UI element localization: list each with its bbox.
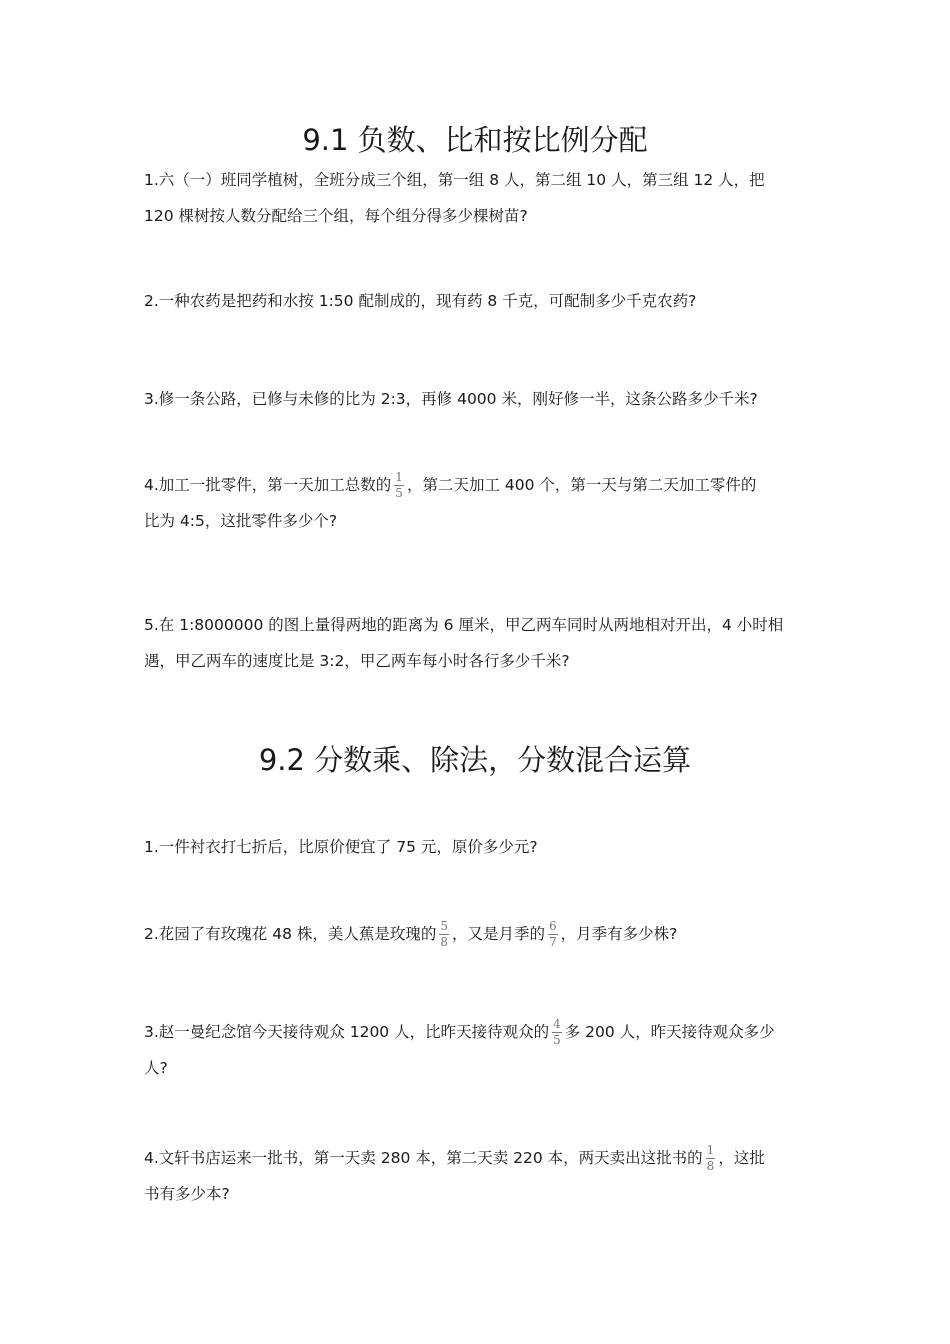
question-text: 多 200 人，昨天接待观众多少 (564, 1023, 775, 1041)
question-line: 书有多少本? (144, 1185, 230, 1203)
fraction-denominator: 8 (440, 935, 449, 949)
fraction-denominator: 5 (395, 486, 403, 500)
question-line: 人? (144, 1059, 168, 1077)
question-9-2-1 (144, 829, 810, 865)
fraction-numerator: 6 (549, 919, 557, 933)
question-9-2-4 (144, 1140, 810, 1212)
fraction-denominator: 7 (549, 935, 557, 949)
question-text: ，这批 (718, 1149, 765, 1167)
fraction (394, 470, 404, 501)
question-text: ，月季有多少株? (560, 925, 678, 943)
question-text: 3.赵一曼纪念馆今天接待观众 1200 人，比昨天接待观众的 (144, 1023, 550, 1041)
question-text: 2.花园了有玫瑰花 48 株，美人蕉是玫瑰的 (144, 925, 437, 943)
fraction-numerator: 5 (440, 919, 449, 933)
question-text: ，第二天加工 400 个，第一天与第二天加工零件的 (406, 476, 757, 494)
question-line (144, 916, 810, 952)
question-line: 遇，甲乙两车的速度比是 3:2，甲乙两车每小时各行多少千米? (144, 652, 570, 670)
question-text: 4.文轩书店运来一批书，第一天卖 280 本，第二天卖 220 本，两天卖出这批书的 (144, 1149, 703, 1167)
question-text: 4.加工一批零件，第一天加工总数的 (144, 476, 392, 494)
question-line: 比为 4:5，这批零件多少个? (144, 512, 338, 530)
question-line (144, 467, 810, 503)
fraction-denominator: 8 (706, 1159, 715, 1173)
fraction-numerator: 4 (553, 1017, 561, 1031)
question-line: 120 棵树按人数分配给三个组，每个组分得多少棵树苗? (144, 207, 528, 225)
question-line: 2.一种农药是把药和水按 1:50 配制成的，现有药 8 千克，可配制多少千克农药? (144, 292, 697, 310)
fraction-numerator: 1 (706, 1143, 715, 1157)
question-9-2-3 (144, 1014, 810, 1086)
question-9-1-5 (144, 607, 810, 679)
question-text: ，又是月季的 (452, 925, 546, 943)
question-line: 3.修一条公路，已修与未修的比为 2:3，再修 4000 米，刚好修一半，这条公路多少千米? (144, 390, 758, 408)
question-9-1-1 (144, 162, 810, 234)
question-9-1-4 (144, 467, 810, 539)
question-line: 5.在 1:8000000 的图上量得两地的距离为 6 厘米，甲乙两车同时从两地相对开出，4 小时相 (144, 616, 784, 634)
question-line (144, 1140, 810, 1176)
fraction (548, 919, 558, 950)
question-9-2-2 (144, 916, 810, 952)
fraction (706, 1143, 716, 1174)
section-title-9-1: 9.1 负数、比和按比例分配 (302, 123, 648, 157)
section-title-9-2: 9.2 分数乘、除法，分数混合运算 (258, 743, 692, 777)
question-line: 1.六（一）班同学植树，全班分成三个组，第一组 8 人，第二组 10 人，第三组 12 人，把 (144, 171, 765, 189)
question-9-1-3 (144, 381, 810, 417)
fraction-denominator: 5 (553, 1033, 561, 1047)
fraction-numerator: 1 (395, 470, 403, 484)
question-9-1-2 (144, 283, 810, 319)
fraction (552, 1017, 562, 1048)
question-line (144, 1014, 810, 1050)
fraction (439, 919, 449, 950)
question-line: 1.一件衬衣打七折后，比原价便宜了 75 元，原价多少元? (144, 838, 538, 856)
